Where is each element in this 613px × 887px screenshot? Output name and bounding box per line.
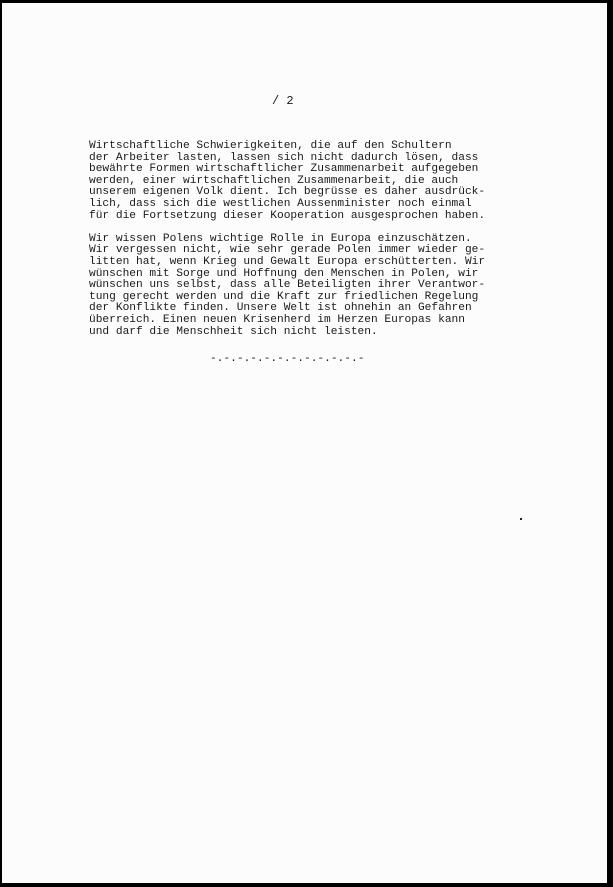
text-line: werden, einer wirtschaftlichen Zusammenarbeit, die auch xyxy=(89,174,459,187)
paragraph-gap xyxy=(89,222,529,234)
document-page xyxy=(2,3,607,883)
text-line: litten hat, wenn Krieg und Gewalt Europa erschütterten. Wir xyxy=(89,255,486,268)
text-line: der Arbeiter lasten, lassen sich nicht dadurch lösen, dass xyxy=(89,151,479,164)
scan-speck xyxy=(520,518,522,520)
text-line: wünschen mit Sorge und Hoffnung den Menschen in Polen, wir xyxy=(89,267,479,280)
text-line: überreich. Einen neuen Krisenherd im Herzen Europas kann xyxy=(89,313,465,326)
body-text xyxy=(89,141,529,338)
text-line: Wirtschaftliche Schwierigkeiten, die auf den Schultern xyxy=(89,140,452,152)
text-line: Wir vergessen nicht, wie sehr gerade Polen immer wieder ge- xyxy=(89,244,486,257)
paragraph-2 xyxy=(89,234,529,338)
text-line: Wir wissen Polens wichtige Rolle in Europa einzuschätzen. xyxy=(89,232,472,245)
text-line: bewährte Formen wirtschaftlicher Zusammenarbeit aufgegeben xyxy=(89,163,479,176)
text-line: und darf die Menschheit sich nicht leisten. xyxy=(89,325,378,338)
text-line: wünschen uns selbst, dass alle Beteiligten ihrer Verantwor- xyxy=(89,279,486,292)
text-line: der Konflikte finden. Unsere Welt ist ohnehin an Gefahren xyxy=(89,302,472,315)
text-line: lich, dass sich die westlichen Aussenminister noch einmal xyxy=(89,197,472,210)
text-line: unserem eigenen Volk dient. Ich begrüsse es daher ausdrück- xyxy=(89,186,486,199)
end-mark: -.-.-.-.-.-.-.-.-.-.-.- xyxy=(210,353,365,365)
paragraph-1 xyxy=(89,141,529,222)
page-number: / 2 xyxy=(272,94,294,108)
text-line: für die Fortsetzung dieser Kooperation ausgesprochen haben. xyxy=(89,209,486,222)
text-line: tung gerecht werden und die Kraft zur friedlichen Regelung xyxy=(89,290,479,303)
